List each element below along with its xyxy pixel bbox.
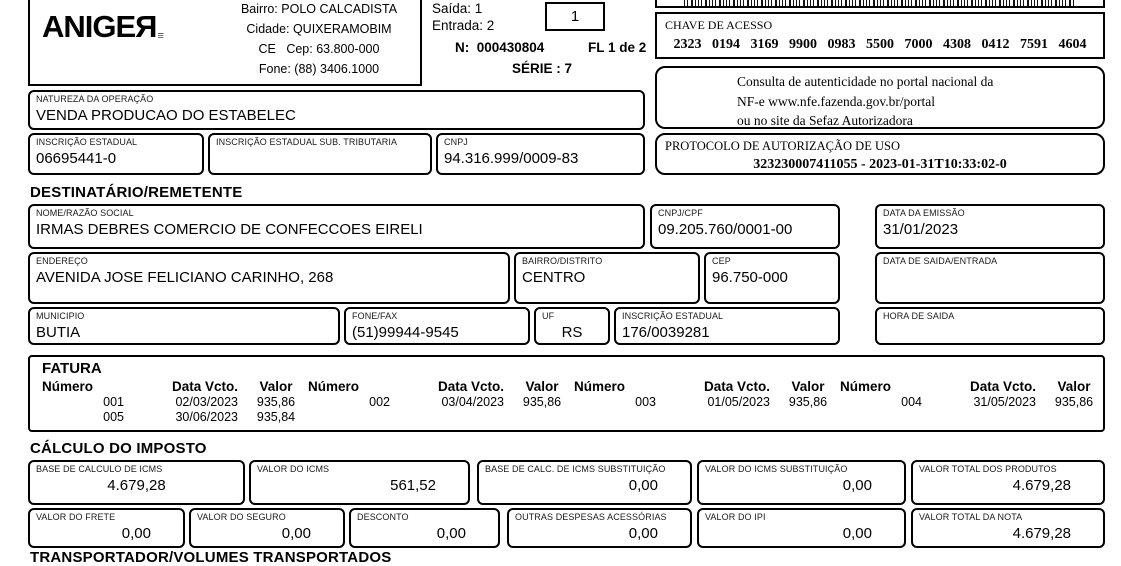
field-label: VALOR TOTAL DA NOTA [919,512,1023,522]
field-value: 561,52 [390,477,436,494]
field-uf [534,307,610,345]
fatura-data: 30/06/2023 [175,410,238,424]
fatura-data: 31/05/2023 [973,395,1036,409]
field-label: HORA DE SAIDA [883,311,955,321]
field-label: DATA DE SAIDA/ENTRADA [883,256,998,266]
transportador-heading: TRANSPORTADOR/VOLUMES TRANSPORTADOS [30,549,392,566]
field-inscricao-estadual [28,133,204,175]
field-valor-seguro [189,508,345,548]
field-value: CENTRO [522,269,586,286]
emitter-box [28,0,422,86]
field-value: (51)99944-9545 [352,324,459,341]
fatura-data: 02/03/2023 [175,395,238,409]
fatura-valor: 935,84 [256,410,296,424]
field-label: BASE DE CALCULO DE ICMS [36,464,163,474]
protocolo-label: PROTOCOLO DE AUTORIZAÇÃO DE USO [665,139,900,153]
field-hora-saida [875,307,1105,345]
col-header-valor: Valor [1057,379,1091,394]
fatura-valor: 935,86 [1054,395,1094,409]
col-header-data: Data Vcto. [969,379,1036,394]
consulta-line: Consulta de autenticidade no portal nacional da [737,74,994,89]
field-cep [704,252,840,304]
field-value: VENDA PRODUCAO DO ESTABELEC [36,107,296,124]
destinatario-heading: DESTINATÁRIO/REMETENTE [30,184,243,201]
field-value: BUTIA [36,324,81,341]
folha-label: FL 1 de 2 [588,40,647,55]
field-value: RS [561,324,583,341]
consulta-line: ou no site da Sefaz Autorizadora [737,113,913,128]
address-line: Bairro: POLO CALCADISTA [240,2,398,16]
field-value: 4.679,28 [1012,477,1071,494]
field-desconto [349,508,500,548]
field-nome-razao-social [28,204,645,249]
col-header-numero: Número [42,379,94,394]
field-cnpj-emitente [436,133,645,175]
field-label: CNPJ [444,137,468,147]
field-label: CNPJ/CPF [658,208,703,218]
field-label: DESCONTO [357,512,409,522]
fatura-numero: 005 [103,410,124,424]
chave-acesso-label: CHAVE DE ACESSO [665,18,773,32]
nfe-number: N: 000430804 [455,40,545,55]
field-label: BASE DE CALC. DE ICMS SUBSTITUIÇÃO [485,464,666,474]
chave-acesso-value: 2323 0194 3169 9900 0983 5500 7000 4308 0412 7591 4604 [673,37,1087,52]
field-label: UF [542,311,555,321]
col-header-valor: Valor [791,379,825,394]
fatura-group-3 [574,379,840,425]
consulta-line: NF-e www.nfe.fazenda.gov.br/portal [737,93,936,109]
field-label: VALOR DO ICMS SUBSTITUIÇÃO [705,464,848,474]
fatura-valor: 935,86 [256,395,296,409]
field-inscricao-estadual-sub [208,133,432,175]
field-base-calculo-icms [28,460,245,505]
field-label: DATA DA EMISSÃO [883,208,965,218]
fatura-numero: 003 [635,395,656,409]
field-value: 06695441-0 [36,150,117,167]
col-header-numero: Número [308,379,360,394]
fatura-group-4 [840,379,1105,425]
field-value: 09.205.760/0001-00 [658,221,793,238]
emitter-logo [42,10,164,44]
col-header-data: Data Vcto. [171,379,238,394]
field-value: 0,00 [628,525,658,542]
fatura-table [30,378,1103,425]
fatura-data: 01/05/2023 [707,395,770,409]
field-bairro-distrito [514,252,700,304]
col-header-data: Data Vcto. [437,379,504,394]
field-label: INSCRIÇÃO ESTADUAL [36,137,138,147]
danfe-number-section [430,0,654,86]
logo-mark: ≡ [157,30,164,42]
saida-label: Saída: 1 [432,1,483,16]
field-value: 31/01/2023 [883,221,959,238]
chave-acesso-box [655,12,1105,59]
field-label: OUTRAS DESPESAS ACESSÓRIAS [515,512,667,522]
field-label: ENDEREÇO [36,256,88,266]
field-inscricao-estadual-dest [614,307,840,345]
field-value: 0,00 [842,477,872,494]
address-line: Cidade: QUIXERAMOBIM [246,22,392,36]
field-label: INSCRIÇÃO ESTADUAL SUB. TRIBUTARIA [216,137,398,147]
fatura-numero: 002 [369,395,390,409]
fatura-numero: 004 [901,395,922,409]
field-value: AVENIDA JOSE FELICIANO CARINHO, 268 [36,269,334,286]
field-valor-ipi [697,508,906,548]
field-label: NOME/RAZÃO SOCIAL [36,208,134,218]
field-cnpj-cpf [650,204,840,249]
field-value: 0,00 [121,525,151,542]
field-value: 0,00 [436,525,466,542]
field-value: 4.679,28 [107,477,166,494]
field-label: VALOR DO FRETE [36,512,116,522]
col-header-data: Data Vcto. [703,379,770,394]
field-value: 94.316.999/0009-83 [444,150,579,167]
field-valor-total-produtos [911,460,1105,505]
field-label: FONE/FAX [352,311,398,321]
field-municipio [28,307,340,345]
field-natureza-operacao [28,90,645,130]
barcode-box [655,0,1105,8]
field-label: CEP [712,256,731,266]
field-valor-icms [249,460,470,505]
field-data-saida-entrada [875,252,1105,304]
address-line: Fone: (88) 3406.1000 [258,62,380,76]
emitter-address [220,0,418,79]
field-value: 96.750-000 [712,269,788,286]
field-fone-fax [344,307,530,345]
field-label: INSCRIÇÃO ESTADUAL [622,311,724,321]
fatura-data: 03/04/2023 [441,395,504,409]
col-header-valor: Valor [525,379,559,394]
protocolo-value: 323230007411055 - 2023-01-31T10:33:02-0 [753,157,1007,172]
field-outras-despesas [507,508,692,548]
imposto-heading: CÁLCULO DO IMPOSTO [30,440,207,457]
field-valor-total-nota [911,508,1105,548]
field-label: VALOR TOTAL DOS PRODUTOS [919,464,1057,474]
field-data-emissao [875,204,1105,249]
consulta-box [655,66,1105,129]
field-label: NATUREZA DA OPERAÇÃO [36,94,154,104]
field-value: 176/0039281 [622,324,710,341]
field-label: MUNICIPIO [36,311,85,321]
field-base-calc-icms-substituicao [477,460,692,505]
fatura-valor: 935,86 [788,395,828,409]
fatura-group-1 [42,379,308,425]
serie-label: SÉRIE : 7 [511,61,573,76]
field-label: VALOR DO IPI [705,512,766,522]
barcode [684,0,1076,6]
entrada-label: Entrada: 2 [432,18,495,33]
field-label: VALOR DO SEGURO [197,512,286,522]
fatura-box [28,355,1105,432]
field-valor-icms-substituicao [697,460,906,505]
col-header-numero: Número [574,379,626,394]
col-header-valor: Valor [259,379,293,394]
field-value: 0,00 [628,477,658,494]
field-value: 0,00 [281,525,311,542]
field-value: 0,00 [842,525,872,542]
fatura-heading: FATURA [42,360,102,377]
field-label: BAIRRO/DISTRITO [522,256,603,266]
address-line: CE Cep: 63.800-000 [258,42,380,56]
tipo-operacao-box: 1 [545,2,605,31]
field-value: IRMAS DEBRES COMERCIO DE CONFECCOES EIRELI [36,221,423,238]
field-value: 4.679,28 [1012,525,1071,542]
field-valor-frete [28,508,185,548]
field-label: VALOR DO ICMS [257,464,330,474]
logo-text: ANIGEЯ [42,9,157,44]
field-endereco [28,252,510,304]
fatura-group-2 [308,379,574,425]
col-header-numero: Número [840,379,892,394]
fatura-numero: 001 [103,395,124,409]
protocolo-box [655,133,1105,175]
fatura-valor: 935,86 [522,395,562,409]
